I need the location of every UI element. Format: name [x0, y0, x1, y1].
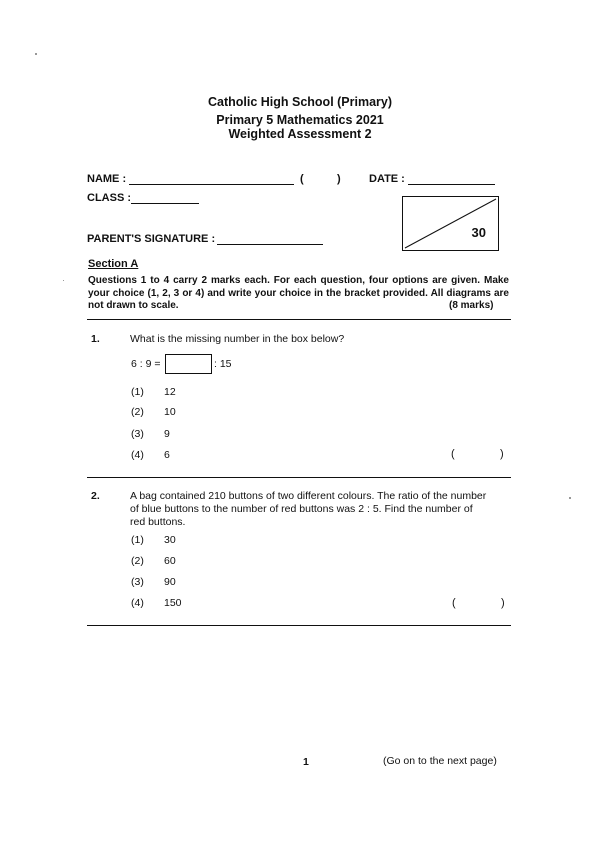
section-instructions: Questions 1 to 4 carry 2 marks each. For each question, four options are given. Make your choice (1, 2, 3 or 4) and write your choice in the bracket provided. All diagrams are not drawn to scale.: [88, 275, 509, 311]
option-value: 30: [164, 534, 176, 546]
option-value: 10: [164, 406, 176, 418]
question-text: A bag contained 210 buttons of two different colours. The ratio of the number of blue buttons to the number of red buttons was 2 : 5. Find the number of red buttons.: [130, 490, 487, 528]
equation-right: : 15: [214, 358, 232, 370]
question-number: 1.: [91, 333, 100, 345]
date-input-line[interactable]: [408, 184, 495, 185]
option-label: (4): [131, 449, 144, 461]
equation-left: 6 : 9 =: [131, 358, 161, 370]
answer-space[interactable]: [480, 597, 498, 611]
scan-speck: [569, 497, 571, 499]
section-marks: (8 marks): [449, 300, 494, 311]
score-box: [402, 196, 499, 251]
option-label: (4): [131, 597, 144, 609]
signature-label: PARENT'S SIGNATURE :: [87, 233, 216, 245]
score-diagonal-line: [403, 197, 498, 250]
answer-bracket-open: (: [451, 448, 455, 460]
option-value: 60: [164, 555, 176, 567]
option-label: (3): [131, 576, 144, 588]
answer-space[interactable]: [480, 448, 498, 462]
page-number: 1: [303, 756, 309, 768]
answer-bracket-open: (: [452, 597, 456, 609]
scan-speck: [35, 53, 37, 55]
subject-title: Primary 5 Mathematics 2021: [216, 113, 384, 127]
signature-input-line[interactable]: [217, 244, 323, 245]
name-input-line[interactable]: [129, 184, 294, 185]
index-paren-open: (: [300, 173, 304, 185]
score-total: 30: [471, 225, 486, 240]
question-divider: [87, 477, 511, 478]
option-label: (1): [131, 534, 144, 546]
next-page-note: (Go on to the next page): [383, 755, 497, 767]
option-label: (2): [131, 555, 144, 567]
name-label: NAME :: [87, 173, 127, 185]
index-paren-close: ): [337, 173, 341, 185]
assessment-title: Weighted Assessment 2: [228, 127, 372, 141]
class-input-line[interactable]: [131, 203, 199, 204]
missing-number-box: [165, 354, 212, 374]
option-label: (1): [131, 386, 144, 398]
question-text: What is the missing number in the box below?: [130, 333, 345, 345]
scan-speck: [63, 280, 64, 281]
option-label: (3): [131, 428, 144, 440]
option-label: (2): [131, 406, 144, 418]
answer-bracket-close: ): [500, 448, 504, 460]
option-value: 150: [164, 597, 182, 609]
class-label: CLASS :: [87, 192, 131, 204]
section-divider: [87, 319, 511, 320]
date-label: DATE :: [369, 173, 405, 185]
school-title: Catholic High School (Primary): [207, 95, 393, 109]
option-value: 90: [164, 576, 176, 588]
option-value: 6: [164, 449, 170, 461]
question-number: 2.: [91, 490, 100, 502]
answer-bracket-close: ): [501, 597, 505, 609]
question-divider: [87, 625, 511, 626]
section-title: Section A: [88, 258, 139, 270]
option-value: 12: [164, 386, 176, 398]
option-value: 9: [164, 428, 170, 440]
